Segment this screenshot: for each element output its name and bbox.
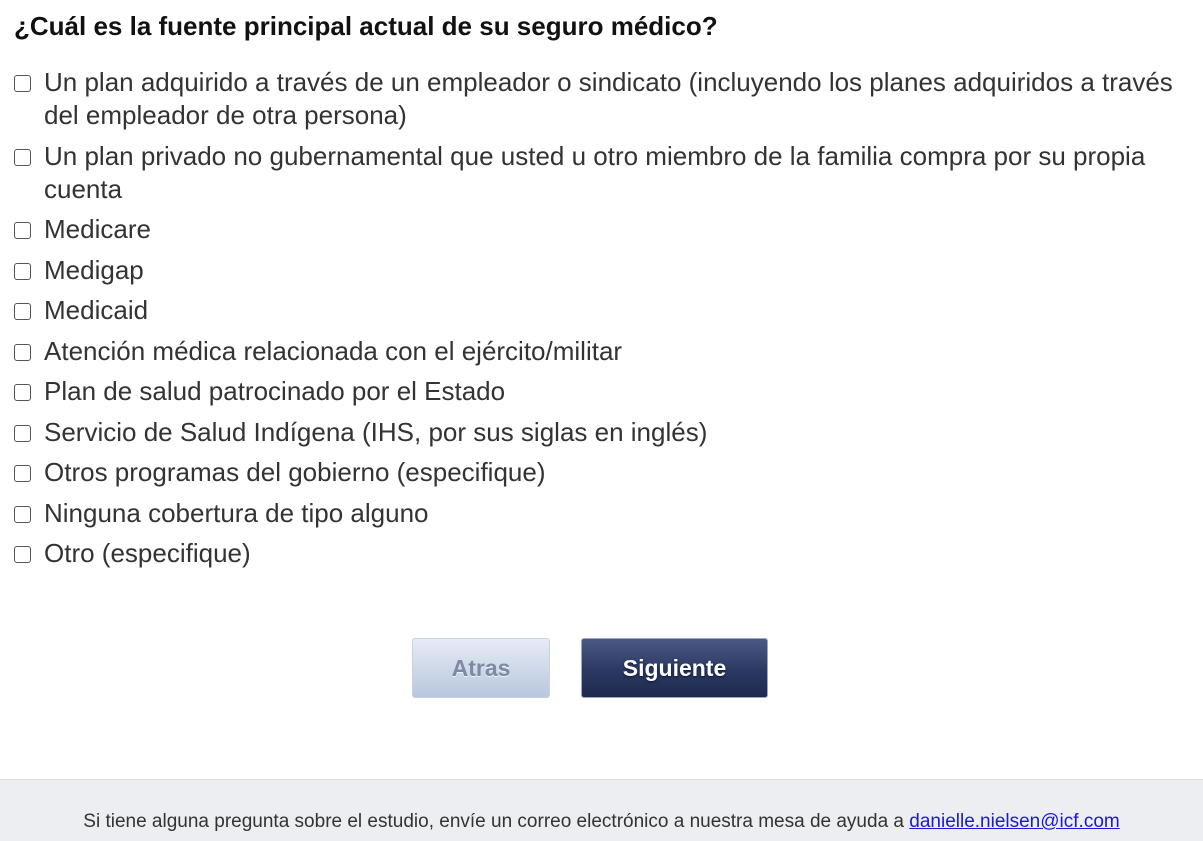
option-checkbox[interactable] (14, 465, 31, 482)
option-checkbox[interactable] (14, 149, 31, 166)
footer-help-text: Si tiene alguna pregunta sobre el estudio, envíe un correo electrónico a nuestra mesa de ayuda a (83, 811, 910, 832)
option-label: Un plan adquirido a través de un empleador o sindicato (incluyendo los planes adquiridos a través del empleador de otra persona) (44, 67, 1173, 130)
option-other-government[interactable] (14, 456, 1184, 489)
option-checkbox[interactable] (14, 303, 31, 320)
option-checkbox[interactable] (14, 506, 31, 523)
back-button[interactable]: Atras (412, 638, 550, 698)
option-no-coverage[interactable] (14, 497, 1184, 530)
help-email-link[interactable]: danielle.nielsen@icf.com (909, 811, 1120, 832)
option-label: Atención médica relacionada con el ejército/militar (44, 335, 623, 366)
option-checkbox[interactable] (14, 546, 31, 563)
option-private-plan[interactable] (14, 140, 1184, 206)
option-checkbox[interactable] (14, 425, 31, 442)
option-label: Medicare (44, 214, 151, 244)
navigation-bar (0, 638, 1203, 698)
option-military[interactable] (14, 335, 1184, 368)
option-checkbox[interactable] (14, 344, 31, 361)
option-label: Otro (especifique) (44, 538, 251, 568)
next-button[interactable]: Siguiente (581, 638, 768, 698)
question-title: ¿Cuál es la fuente principal actual de su seguro médico? (14, 11, 718, 41)
option-checkbox[interactable] (14, 222, 31, 239)
option-ihs[interactable] (14, 416, 1184, 449)
option-other[interactable] (14, 537, 1184, 570)
footer (0, 779, 1203, 841)
option-medicaid[interactable] (14, 294, 1184, 327)
option-medigap[interactable] (14, 254, 1184, 287)
option-medicare[interactable] (14, 213, 1184, 246)
option-label: Servicio de Salud Indígena (IHS, por sus siglas en inglés) (44, 416, 708, 447)
option-label: Medicaid (44, 295, 149, 325)
options-list (14, 66, 1184, 578)
option-employer-plan[interactable] (14, 66, 1184, 132)
option-label: Plan de salud patrocinado por el Estado (44, 376, 506, 406)
option-checkbox[interactable] (14, 263, 31, 280)
option-checkbox[interactable] (14, 384, 31, 401)
option-checkbox[interactable] (14, 75, 31, 92)
option-label: Otros programas del gobierno (especifique) (44, 457, 546, 487)
option-state-plan[interactable] (14, 375, 1184, 408)
option-label: Medigap (44, 254, 144, 285)
option-label: Un plan privado no gubernamental que usted u otro miembro de la familia compra por su propia cuenta (44, 140, 1146, 204)
option-label: Ninguna cobertura de tipo alguno (44, 497, 429, 528)
